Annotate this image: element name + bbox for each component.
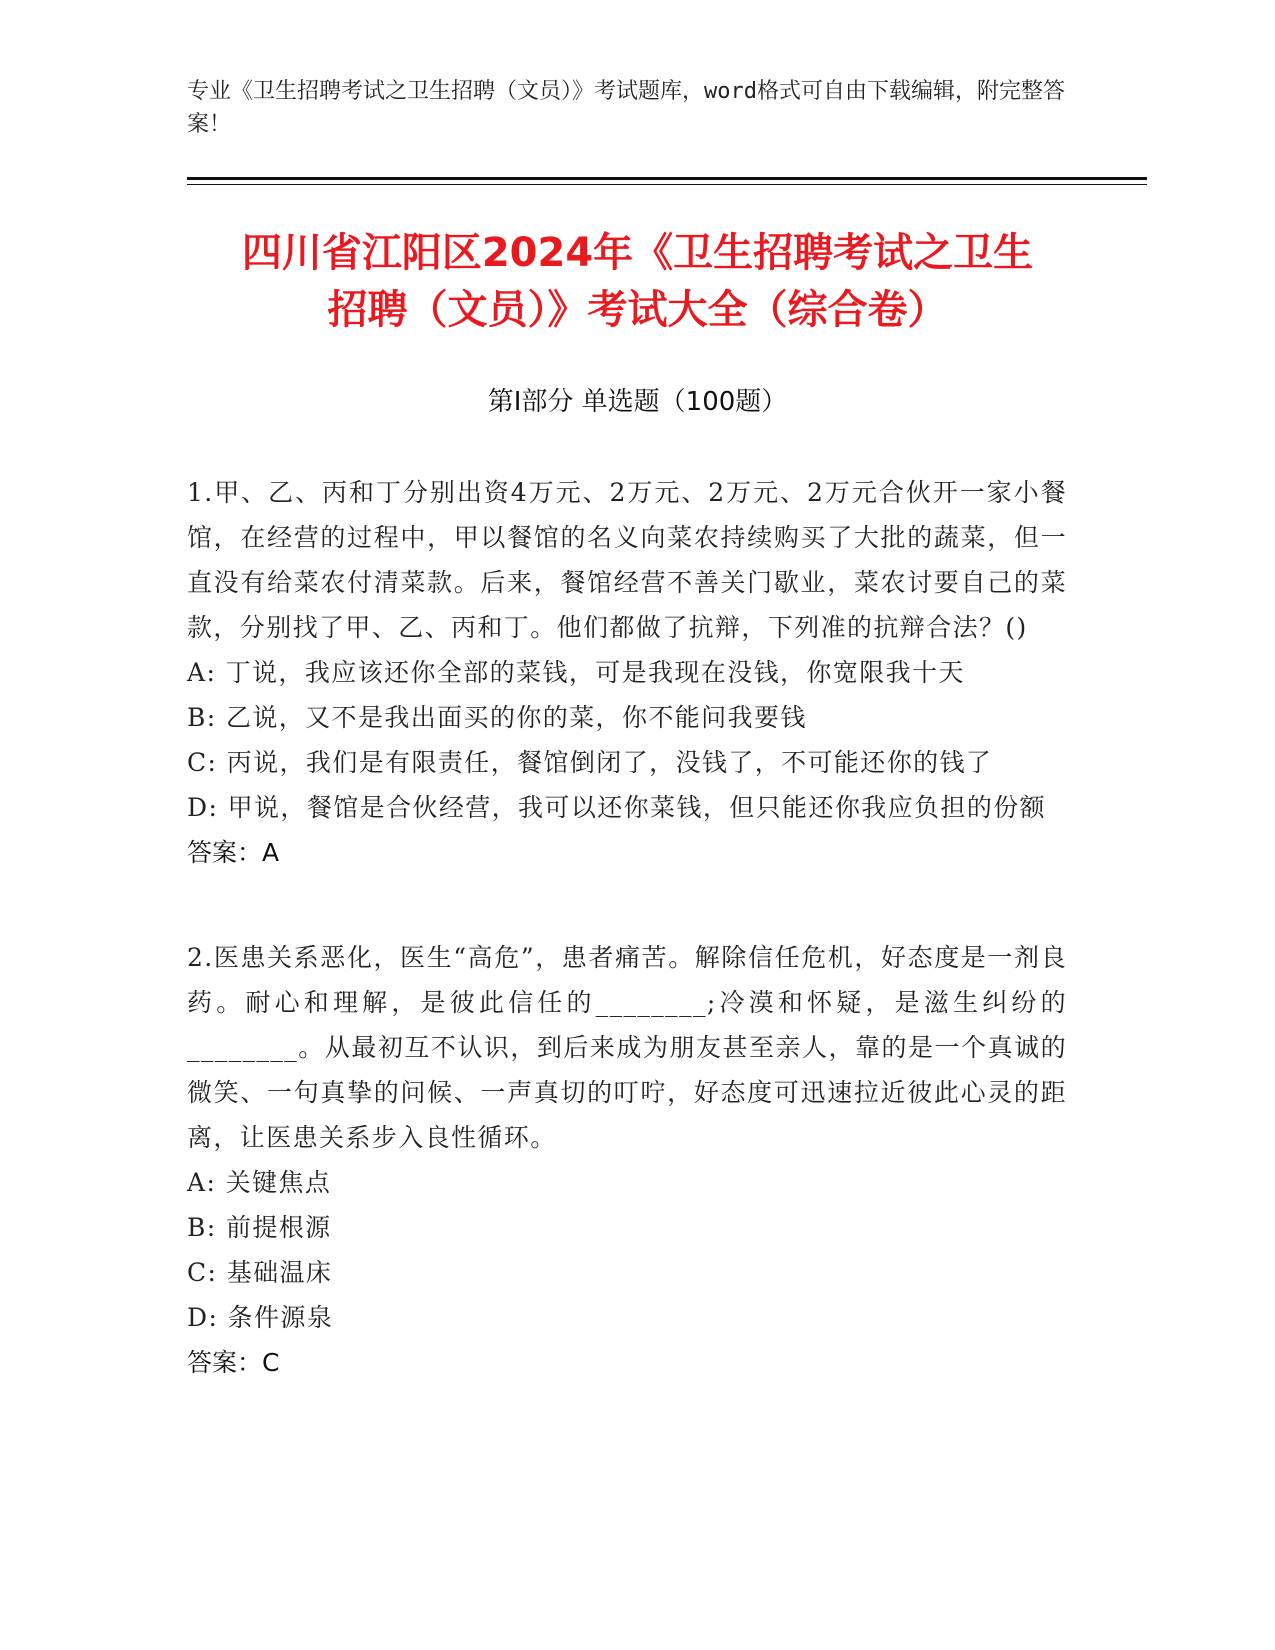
option-a: A: 丁说，我应该还你全部的菜钱，可是我现在没钱，你宽限我十天: [187, 658, 965, 687]
header-divider-thin: [187, 184, 1147, 185]
option-a: A: 关键焦点: [187, 1168, 332, 1197]
question-2: [187, 935, 1067, 1385]
header-note: 专业《卫生招聘考试之卫生招聘（文员）》考试题库，word格式可自由下载编辑，附完整答案！: [187, 79, 1065, 137]
document-title: [0, 225, 1275, 339]
document-title-line-2: 招聘（文员）》考试大全（综合卷）: [327, 287, 948, 333]
option-b: B: 前提根源: [187, 1213, 332, 1242]
option-d: D: 条件源泉: [187, 1303, 334, 1332]
question-1: [187, 470, 1067, 875]
option-d: D: 甲说，餐馆是合伙经营，我可以还你菜钱，但只能还你我应负担的份额: [187, 793, 1047, 822]
question-stem: 2.医患关系恶化，医生“高危”，患者痛苦。解除信任危机，好态度是一剂良药。耐心和理解，是彼此信任的________;冷漠和怀疑，是滋生纠纷的________。从最初互不认识，到后来成为朋友甚至亲人，靠的是一个真诚的微笑、一句真挚的问候、一声真切的叮咛，好态度可迅速拉近彼此心灵的距离，让医患关系步入良性循环。: [187, 943, 1067, 1152]
option-c: C: 丙说，我们是有限责任，餐馆倒闭了，没钱了，不可能还你的钱了: [187, 748, 993, 777]
section-title: 第I部分 单选题（100题）: [487, 387, 788, 417]
question-list: [187, 470, 1067, 1445]
document-title-line-1: 四川省江阳区2024年《卫生招聘考试之卫生: [241, 230, 1034, 276]
answer: 答案：C: [187, 1348, 280, 1377]
question-stem: 1.甲、乙、丙和丁分别出资4万元、2万元、2万元、2万元合伙开一家小餐馆，在经营的过程中，甲以餐馆的名义向菜农持续购买了大批的蔬菜，但一直没有给菜农付清菜款。后来，餐馆经营不善关门歇业，菜农讨要自己的菜款，分别找了甲、乙、丙和丁。他们都做了抗辩，下列准的抗辩合法？(): [187, 478, 1067, 642]
option-b: B: 乙说，又不是我出面买的你的菜，你不能问我要钱: [187, 703, 807, 732]
header-divider: [187, 177, 1147, 180]
option-c: C: 基础温床: [187, 1258, 333, 1287]
answer: 答案：A: [187, 838, 280, 867]
